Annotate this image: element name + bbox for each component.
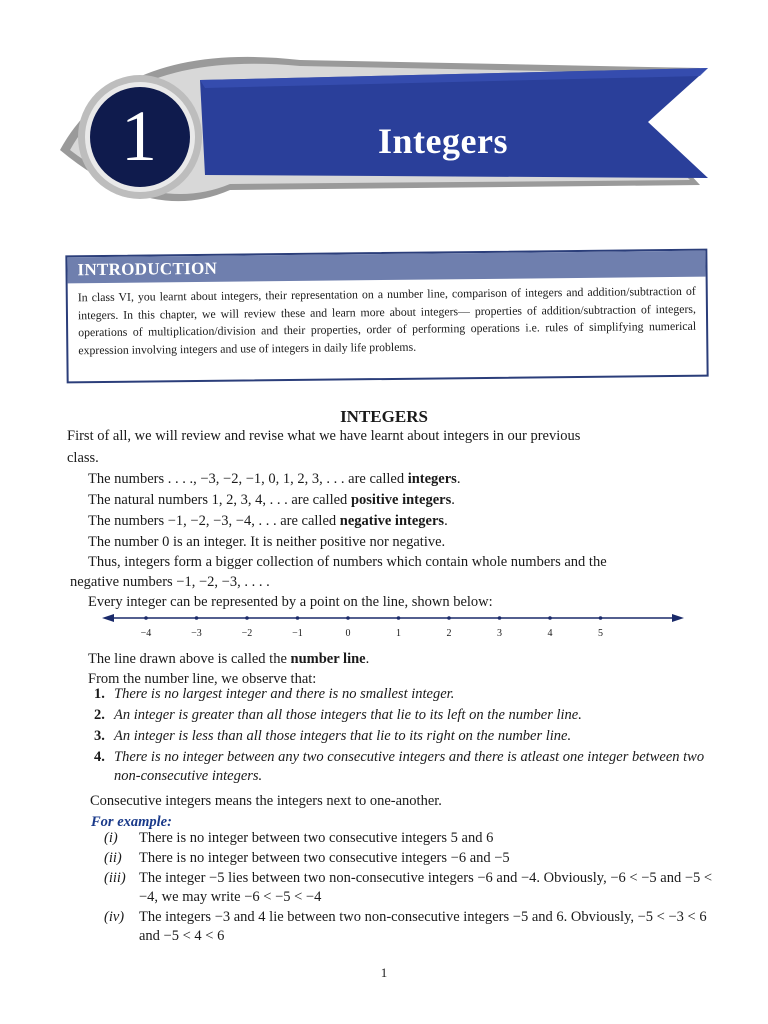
example-item [104, 908, 724, 946]
section-title: INTEGERS [340, 407, 428, 426]
number-line-tick-label: −3 [191, 628, 202, 639]
list-number: 1. [94, 686, 105, 702]
text-segment: The numbers −1, −2, −3, −4, . . . are called [88, 513, 340, 529]
example-item [104, 849, 724, 868]
text-segment: The natural numbers 1, 2, 3, 4, . . . are called [88, 492, 351, 508]
para-review-line2: class. [67, 450, 99, 466]
para-number-line: The line drawn above is called the number line. [88, 651, 370, 667]
chapter-number: 1 [121, 96, 157, 176]
list-number: 2. [94, 707, 105, 723]
number-line [96, 606, 696, 646]
list-text: There is no largest integer and there is no smallest integer. [114, 686, 455, 702]
number-line-point [498, 616, 502, 620]
number-line-tick-label: 3 [497, 628, 502, 639]
list-number: 3. [94, 728, 105, 744]
list-item [94, 748, 734, 786]
para-thus-line1: Thus, integers form a bigger collection of numbers which contain whole numbers and the [88, 554, 607, 570]
number-line-point [144, 616, 148, 620]
arrow-right-icon [672, 614, 684, 622]
example-text: The integer −5 lies between two non-consecutive integers −6 and −4. Obviously, −6 < −5 and −5 < −4, we may write −6 < −5 < −4 [139, 870, 713, 905]
term-integers: integers [407, 471, 457, 487]
number-line-tick-label: 4 [547, 628, 553, 639]
example-number: (iv) [104, 909, 125, 925]
example-number: (i) [104, 830, 118, 846]
chapter-title: Integers [378, 121, 508, 161]
page-number: 1 [380, 965, 388, 980]
number-line-tick-label: 5 [598, 628, 603, 639]
examples-list [104, 829, 724, 947]
example-number: (ii) [104, 850, 122, 866]
introduction-heading: INTRODUCTION [67, 251, 705, 284]
number-line-point [548, 616, 552, 620]
list-item [94, 706, 734, 725]
list-text: An integer is less than all those integers that lie to its right on the number line. [114, 728, 572, 744]
para-observe: From the number line, we observe that: [88, 671, 317, 687]
list-item [94, 727, 734, 746]
text-segment: The numbers . . . ., −3, −2, −1, 0, 1, 2, 3, . . . are called [88, 471, 408, 487]
number-line-tick-label: −2 [241, 628, 253, 639]
text-segment: The line drawn above is called the [88, 651, 291, 667]
list-item [94, 685, 734, 704]
number-line-tick-label: −1 [292, 628, 303, 639]
example-item [104, 869, 724, 907]
number-line-point [296, 616, 300, 620]
para-consecutive: Consecutive integers means the integers next to one-another. [90, 793, 442, 809]
para-positive: The natural numbers 1, 2, 3, 4, . . . are called positive integers. [88, 492, 455, 508]
para-every-integer: Every integer can be represented by a point on the line, shown below: [88, 594, 493, 610]
list-number: 4. [94, 749, 105, 765]
number-line-point [245, 616, 249, 620]
number-line-point [447, 616, 451, 620]
example-heading: For example: [91, 814, 172, 830]
number-line-point [346, 616, 350, 620]
para-negative: The numbers −1, −2, −3, −4, . . . are called negative integers. [88, 513, 448, 529]
term-positive-integers: positive integers [350, 492, 452, 508]
number-line-point [599, 616, 603, 620]
arrow-left-icon [102, 614, 114, 622]
number-line-point [195, 616, 199, 620]
list-text: An integer is greater than all those integers that lie to its left on the number line. [114, 707, 582, 723]
para-review-line1: First of all, we will review and revise what we have learnt about integers in our previous [67, 428, 581, 444]
number-line-tick-label: −4 [140, 628, 152, 639]
introduction-text: In class VI, you learnt about integers, their representation on a number line, comparison of integers and addition/subtraction of integers. In this chapter, we will review these and learn more about integers— properties of addition/subtraction of integers, operations of multiplication/division and their properties, order of performing operations i.e. rules of simplifying numerical expression involving integers and use of integers in daily life problems. [77, 283, 697, 357]
number-line-tick-label: 0 [345, 628, 351, 639]
example-text: There is no integer between two consecutive integers −6 and −5 [139, 850, 510, 866]
number-line-tick-label: 1 [396, 628, 401, 639]
term-number-line: number line [290, 651, 366, 667]
number-line-tick-label: 2 [446, 628, 452, 639]
example-text: There is no integer between two consecutive integers 5 and 6 [139, 830, 494, 846]
example-text: The integers −3 and 4 lie between two non-consecutive integers −5 and 6. Obviously, −5 < −3 < 6 and −5 < 4 < 6 [139, 909, 707, 944]
list-text: There is no integer between any two consecutive integers and there is atleast one integer between two non-consecutive integers. [114, 749, 705, 784]
observations-list [94, 685, 734, 788]
term-negative-integers: negative integers [339, 513, 445, 529]
para-thus-line2: negative numbers −1, −2, −3, . . . . [70, 574, 270, 590]
para-zero: The number 0 is an integer. It is neither positive nor negative. [88, 534, 446, 550]
para-integers: The numbers . . . ., −3, −2, −1, 0, 1, 2, 3, . . . are called integers. [88, 471, 461, 487]
number-line-point [397, 616, 401, 620]
example-item [104, 829, 724, 848]
example-number: (iii) [104, 870, 126, 886]
introduction-box [65, 249, 708, 384]
